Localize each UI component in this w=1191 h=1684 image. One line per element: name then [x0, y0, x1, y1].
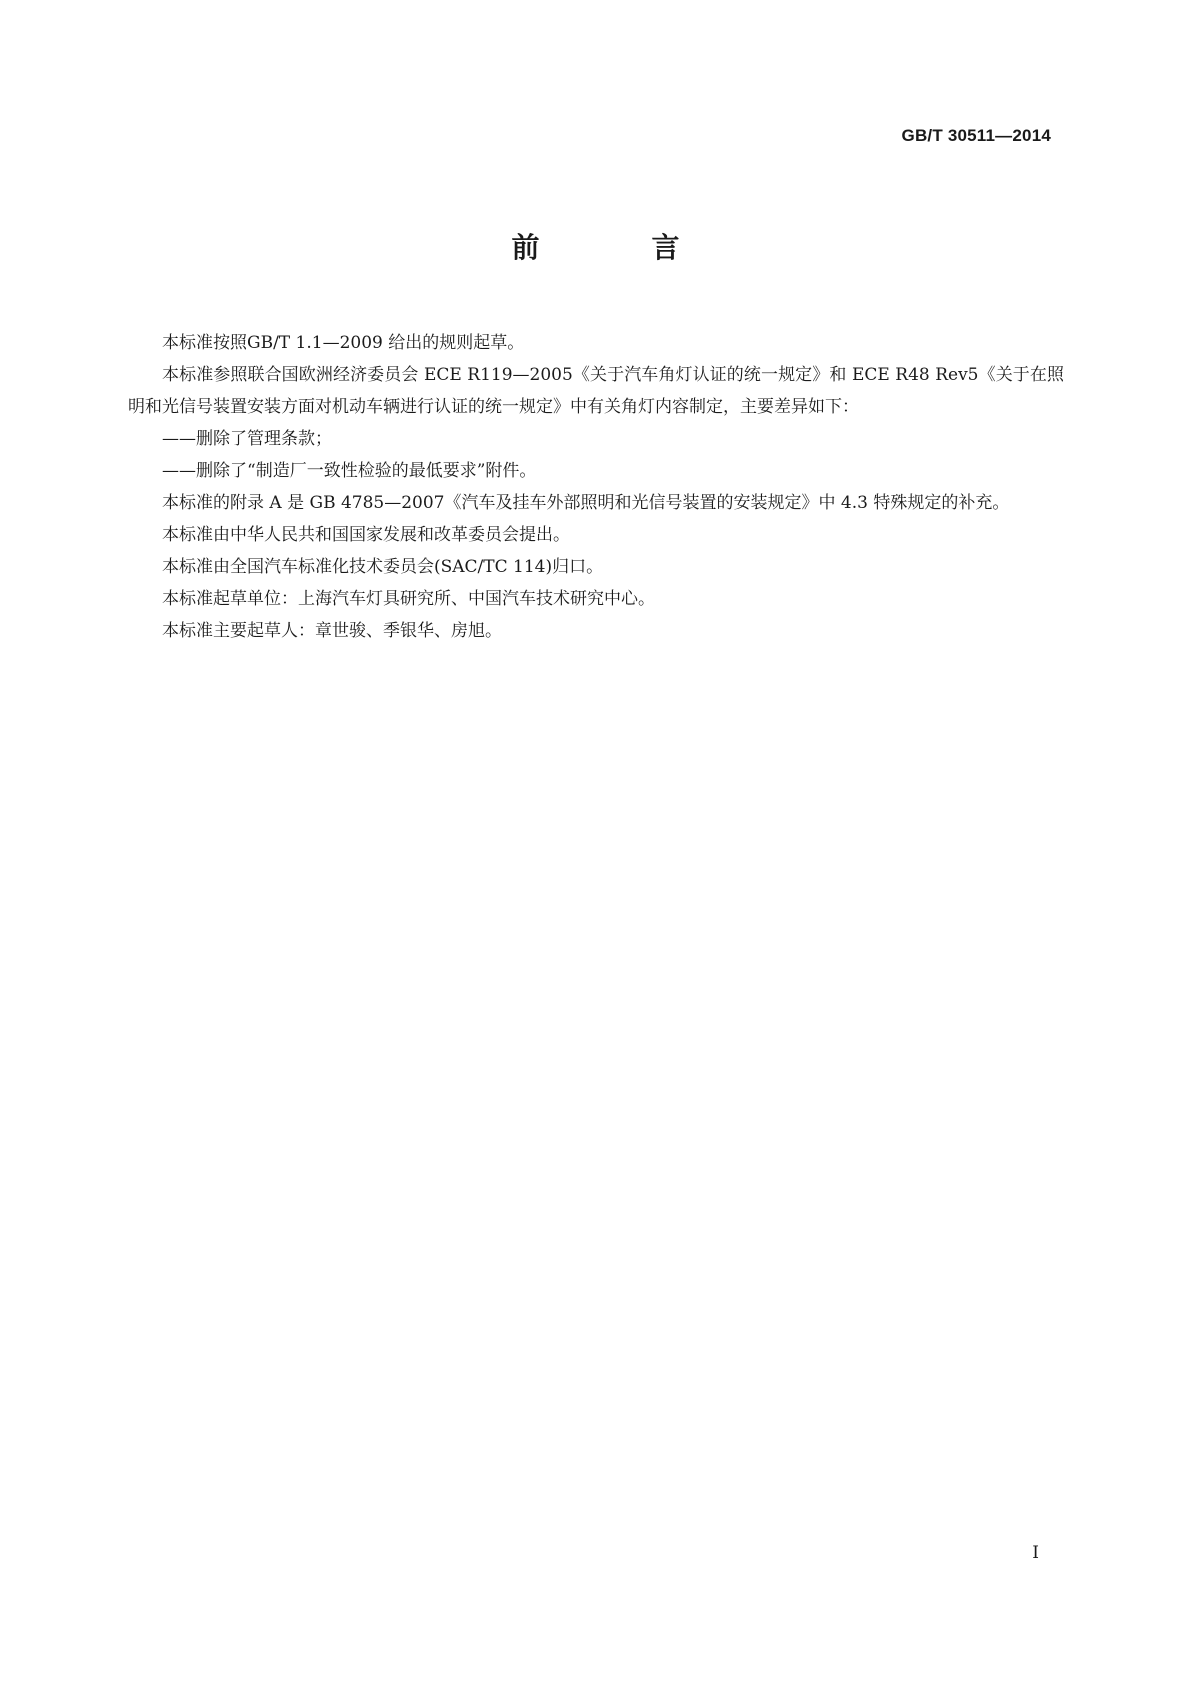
document-body: [128, 327, 1064, 647]
paragraph-proposed-by: 本标准由中华人民共和国国家发展和改革委员会提出。: [162, 525, 570, 545]
paragraph-centralized-by: 本标准由全国汽车标准化技术委员会(SAC/TC 114)归口。: [162, 557, 604, 577]
standard-code: GB/T 30511—2014: [901, 126, 1051, 145]
list-item-difference-1: ——删除了管理条款；: [162, 429, 332, 449]
page-title: 前 言: [511, 231, 722, 264]
paragraph-appendix: 本标准的附录 A 是 GB 4785—2007《汽车及挂车外部照明和光信号装置的安装规定》中 4.3 特殊规定的补充。: [162, 493, 1010, 513]
list-item-difference-2: ——删除了“制造厂一致性检验的最低要求”附件。: [162, 461, 537, 481]
paragraph-reference-standards: 本标准参照联合国欧洲经济委员会 ECE R119—2005《关于汽车角灯认证的统一规定》和 ECE R48 Rev5《关于在照明和光信号装置安装方面对机动车辆进行认证的统一规定》中有关角灯内容制定，主要差异如下：: [128, 365, 1064, 417]
paragraph-drafting-units: 本标准起草单位：上海汽车灯具研究所、中国汽车技术研究中心。: [162, 589, 655, 609]
page-number: I: [1032, 1543, 1039, 1563]
paragraph-main-drafters: 本标准主要起草人：章世骏、季银华、房旭。: [162, 621, 502, 641]
paragraph-drafting-rules: 本标准按照GB/T 1.1—2009 给出的规则起草。: [162, 333, 525, 353]
